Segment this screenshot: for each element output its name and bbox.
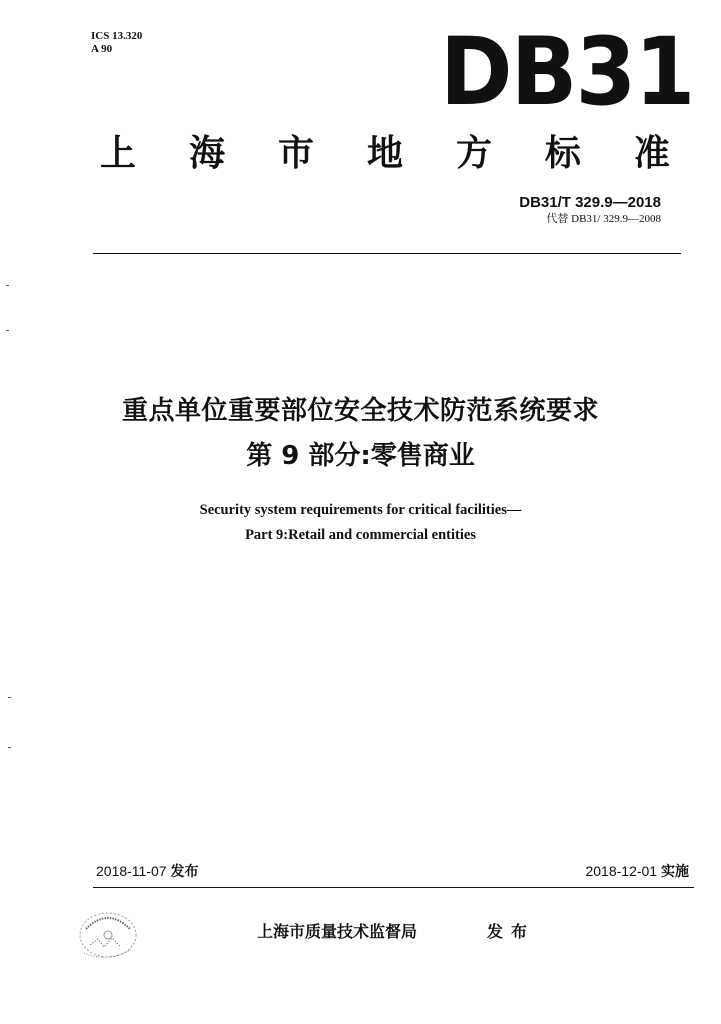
- issue-label: 发布: [170, 864, 199, 880]
- issuer-action: 发布: [487, 922, 536, 941]
- standard-type-char: 方: [455, 132, 492, 174]
- title-en-line2: Part 9:Retail and commercial entities: [245, 527, 476, 543]
- header-divider: [93, 253, 681, 254]
- footer-divider: [93, 887, 694, 888]
- db31-logo: DB31: [440, 18, 694, 127]
- ics-code: ICS 13.320: [91, 30, 143, 42]
- ccs-code: A 90: [91, 43, 113, 55]
- replaces-standard: 代替 DB31/ 329.9—2008: [546, 213, 661, 225]
- standard-type-char: 准: [633, 132, 670, 174]
- implement-date-block: [585, 862, 689, 881]
- standard-type-char: 标: [544, 132, 581, 174]
- standard-type-char: 上: [100, 132, 137, 174]
- standard-number: DB31/T 329.9—2018: [519, 194, 661, 211]
- scan-mark: [8, 697, 11, 698]
- scan-mark: [8, 747, 11, 748]
- title-cn-line2: 第 9 部分:零售商业: [246, 441, 475, 471]
- issue-date: 2018-11-07: [96, 863, 167, 879]
- implement-label: 实施: [661, 864, 689, 880]
- title-en-line1: Security system requirements for critical facilities—: [199, 502, 522, 518]
- issuer-seal-icon: [72, 905, 144, 965]
- scan-mark: [6, 330, 9, 331]
- standard-number-block: [519, 194, 661, 226]
- implement-date: 2018-12-01: [585, 863, 658, 879]
- scan-mark: [6, 285, 9, 286]
- standard-type-char: 海: [188, 132, 225, 174]
- classification-codes: [91, 30, 142, 56]
- standard-type-char: 市: [277, 132, 314, 174]
- title-cn-line1: 重点单位重要部位安全技术防范系统要求: [121, 396, 599, 426]
- issuer-name: 上海市质量技术监督局: [257, 922, 418, 941]
- standard-type-heading: [100, 131, 670, 175]
- standard-type-char: 地: [366, 132, 403, 174]
- issue-date-block: [96, 862, 198, 881]
